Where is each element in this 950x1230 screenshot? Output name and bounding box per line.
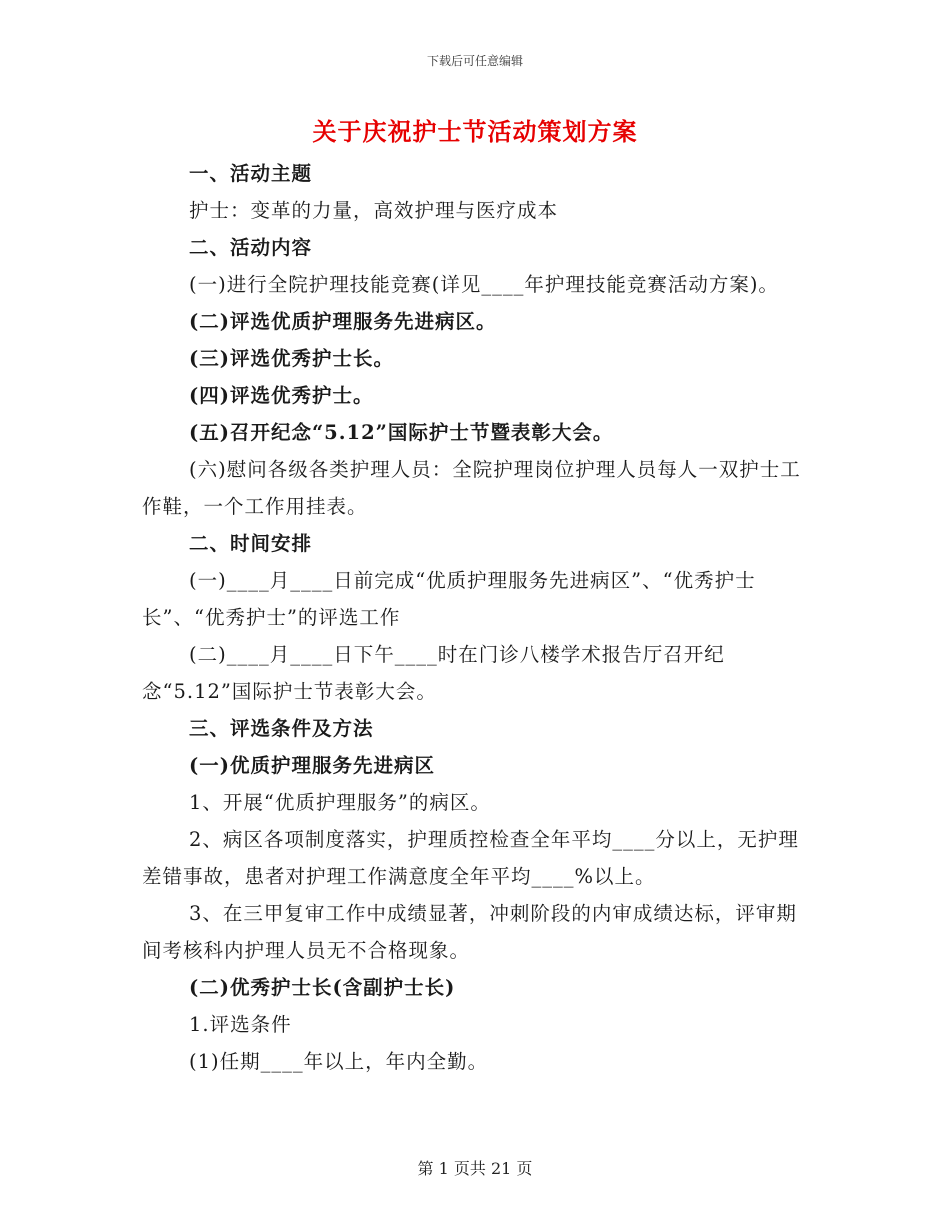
page-number-footer: 第 1 页共 21 页 [417, 1159, 533, 1178]
paragraph-item-5: (五)召开纪念“5.12”国际护士节暨表彰大会。 [189, 421, 614, 444]
subheading-advanced-ward: (一)优质护理服务先进病区 [189, 754, 435, 777]
paragraph-eval-condition-1: (1)任期____年以上，年内全勤。 [189, 1050, 489, 1073]
section-heading-content: 二、活动内容 [189, 236, 313, 259]
paragraph-theme-text: 护士：变革的力量，高效护理与医疗成本 [189, 199, 559, 222]
paragraph-eval-conditions: 1.评选条件 [189, 1013, 292, 1036]
section-heading-theme: 一、活动主题 [189, 162, 313, 185]
paragraph-criteria-1: 1、开展“优质护理服务”的病区。 [189, 791, 491, 814]
paragraph-item-3: (三)评选优秀护士长。 [189, 347, 394, 370]
section-heading-schedule: 二、时间安排 [189, 532, 313, 555]
section-heading-criteria: 三、评选条件及方法 [189, 717, 374, 740]
paragraph-item-2: (二)评选优质护理服务先进病区。 [189, 310, 497, 333]
paragraph-schedule-1: (一)____月____日前完成“优质护理服务先进病区”、“优秀护士长”、“优秀护士”的评选工作 [142, 569, 756, 629]
paragraph-item-1: (一)进行全院护理技能竞赛(详见____年护理技能竞赛活动方案)。 [189, 273, 779, 296]
paragraph-criteria-3: 3、在三甲复审工作中成绩显著，冲刺阶段的内审成绩达标，评审期间考核科内护理人员无不合格现象。 [142, 902, 797, 962]
document-body [142, 155, 810, 1080]
paragraph-item-6: (六)慰问各级各类护理人员：全院护理岗位护理人员每人一双护士工作鞋，一个工作用挂表。 [142, 458, 801, 518]
paragraph-schedule-2: (二)____月____日下午____时在门诊八楼学术报告厅召开纪念“5.12”国际护士节表彰大会。 [142, 643, 725, 703]
paragraph-criteria-2: 2、病区各项制度落实，护理质控检查全年平均____分以上，无护理差错事故，患者对护理工作满意度全年平均____%以上。 [142, 828, 799, 888]
subheading-head-nurse: (二)优秀护士长(含副护士长) [189, 976, 456, 999]
document-title: 关于庆祝护士节活动策划方案 [312, 117, 638, 146]
page-header-note: 下载后可任意编辑 [426, 54, 523, 68]
paragraph-item-4: (四)评选优秀护士。 [189, 384, 374, 407]
